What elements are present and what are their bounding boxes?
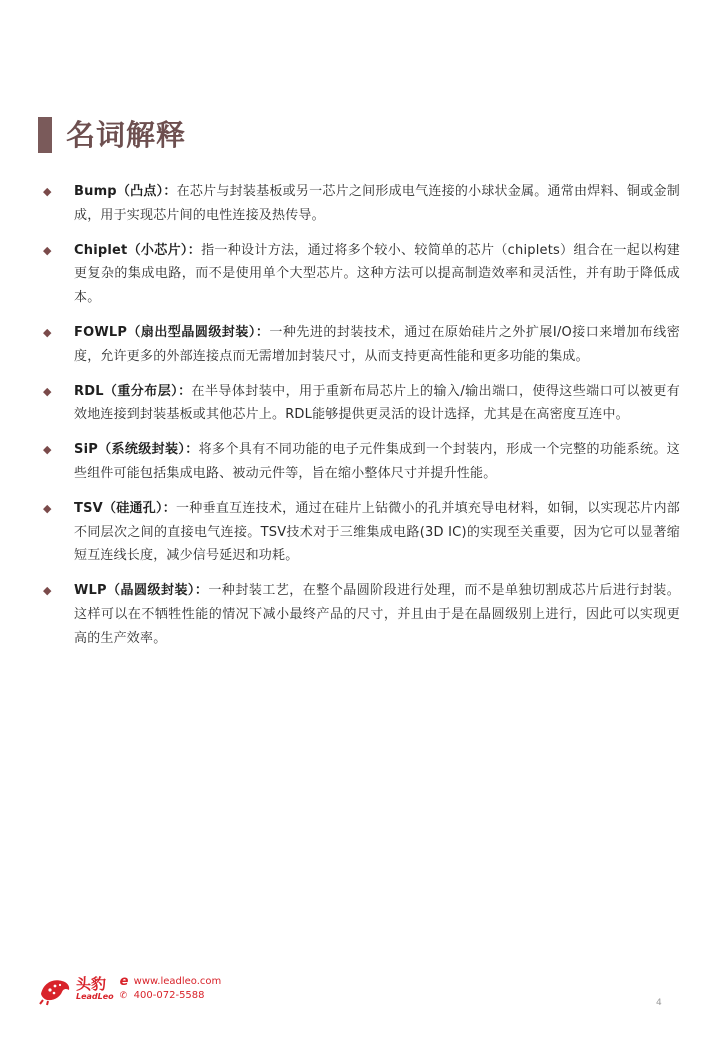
phone-icon: ✆ [119, 991, 128, 1001]
glossary-item [40, 239, 680, 310]
glossary-item [40, 380, 680, 428]
diamond-bullet-icon: ◆ [43, 243, 52, 257]
page-number: 4 [656, 998, 662, 1008]
phone-number: 400-072-5588 [133, 990, 205, 1001]
glossary-definition: 一种封装工艺，在整个晶圆阶段进行处理，而不是单独切割成芯片后进行封装。这样可以在不牺牲性能的情况下减小最终产品的尺寸，并且由于是在晶圆级别上进行，因此可以实现更高的生产效率。 [74, 583, 680, 646]
glossary-term: RDL（重分布层）： [74, 383, 192, 399]
brand-name [76, 976, 114, 1002]
glossary-term: SiP（系统级封装）： [74, 442, 199, 458]
diamond-bullet-icon: ◆ [43, 325, 52, 339]
diamond-bullet-icon: ◆ [43, 501, 52, 515]
heading-bar [38, 117, 52, 153]
diamond-bullet-icon: ◆ [43, 384, 52, 398]
brand-en: LeadLeo [76, 992, 114, 1001]
brand-cn: 头豹 [76, 975, 107, 993]
website-link[interactable]: www.leadleo.com [133, 976, 222, 987]
glossary-item [40, 438, 680, 486]
glossary-term: FOWLP（扇出型晶圆级封装）： [74, 324, 270, 340]
diamond-bullet-icon: ◆ [43, 443, 52, 457]
page-title: 名词解释 [66, 118, 187, 152]
web-icon: e [119, 974, 129, 989]
glossary-definition: 将多个具有不同功能的电子元件集成到一个封装内，形成一个完整的功能系统。这些组件可能包括集成电路、被动元件等，旨在缩小整体尺寸并提升性能。 [74, 442, 681, 481]
glossary-definition: 指一种设计方法，通过将多个较小、较简单的芯片（chiplets）组合在一起以构建更复杂的集成电路，而不是使用单个大型芯片。这种方法可以提高制造效率和灵活性，并有助于降低成本。 [74, 242, 680, 306]
diamond-bullet-icon: ◆ [43, 185, 52, 198]
glossary-item [40, 579, 680, 650]
diamond-bullet-icon: ◆ [43, 584, 52, 598]
glossary-item [40, 497, 680, 568]
glossary-definition: 在芯片与封装基板或另一芯片之间形成电气连接的小球状金属。通常由焊料、铜或金制成，用于实现芯片间的电性连接及热传导。 [74, 184, 680, 223]
glossary-term: TSV（硅通孔）： [74, 500, 177, 516]
footer [38, 972, 221, 1006]
contact-info [120, 975, 222, 1003]
glossary-term: WLP（晶圆级封装）： [74, 583, 209, 599]
glossary-definition: 在半导体封装中，用于重新布局芯片上的输入/输出端口，使得这些端口可以被更有效地连接到封装基板或其他芯片上。RDL能够提供更灵活的设计选择，尤其是在高密度互连中。 [74, 383, 681, 423]
glossary-item [40, 321, 680, 369]
glossary-definition: 一种先进的封装技术，通过在原始硅片之外扩展I/O接口来增加布线密度，允许更多的外部连接点而无需增加封装尺寸，从而支持更高性能和更多功能的集成。 [74, 324, 680, 364]
glossary-item [40, 180, 680, 228]
glossary-list [40, 180, 680, 662]
glossary-term: Bump（凸点）： [74, 184, 177, 199]
leopard-logo-icon [38, 972, 72, 1006]
glossary-definition: 一种垂直互连技术，通过在硅片上钻微小的孔并填充导电材料，如铜，以实现芯片内部不同层次之间的直接电气连接。TSV技术对于三维集成电路(3D IC)的实现至关重要，因为它可以显著缩短互连线长度，减少信号延迟和功耗。 [74, 500, 680, 564]
section-heading [38, 116, 186, 154]
glossary-term: Chiplet（小芯片）： [74, 242, 202, 258]
